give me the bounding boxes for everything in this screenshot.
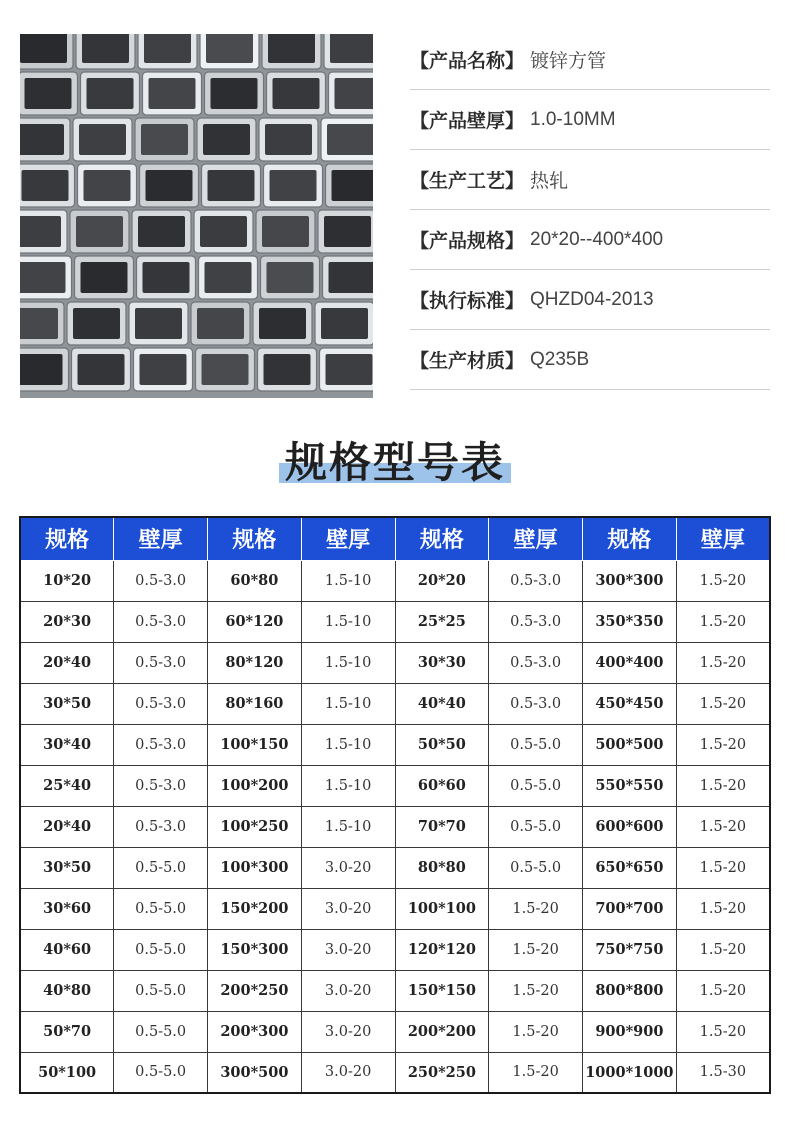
wall-thickness-cell: 1.5-10 (301, 724, 395, 765)
wall-thickness-cell: 1.5-10 (301, 642, 395, 683)
size-cell: 80*160 (208, 683, 302, 724)
size-cell: 600*600 (583, 806, 677, 847)
wall-thickness-cell: 0.5-3.0 (114, 765, 208, 806)
wall-thickness-cell: 0.5-5.0 (114, 847, 208, 888)
wall-thickness-cell: 1.5-20 (676, 929, 770, 970)
table-title-text: 规格型号表 (284, 438, 505, 487)
size-cell: 150*150 (395, 970, 489, 1011)
tube-hole (87, 78, 134, 109)
spec-value: 镀锌方管 (530, 50, 607, 72)
header-size: 规格 (583, 517, 677, 560)
header-wall-thickness: 壁厚 (301, 517, 395, 560)
tube-hole (321, 308, 368, 339)
table-body (20, 560, 770, 1093)
size-cell: 30*30 (395, 642, 489, 683)
spec-row-material (410, 330, 770, 390)
tube-hole (200, 216, 247, 247)
spec-value: 20*20--400*400 (530, 228, 664, 250)
wall-thickness-cell: 1.5-20 (489, 1052, 583, 1093)
tube-hole (330, 34, 373, 63)
tube-hole (329, 262, 374, 293)
size-cell: 900*900 (583, 1011, 677, 1052)
wall-thickness-cell: 0.5-3.0 (489, 642, 583, 683)
wall-thickness-cell: 1.5-20 (676, 970, 770, 1011)
wall-thickness-cell: 0.5-3.0 (489, 683, 583, 724)
tube-hole (84, 170, 131, 201)
size-cell: 750*750 (583, 929, 677, 970)
wall-thickness-cell: 1.5-20 (489, 970, 583, 1011)
wall-thickness-cell: 1.5-20 (676, 765, 770, 806)
table-title (281, 430, 509, 490)
tube-hole (205, 262, 252, 293)
tube-hole (20, 262, 66, 293)
wall-thickness-cell: 0.5-5.0 (489, 806, 583, 847)
wall-thickness-cell: 3.0-20 (301, 847, 395, 888)
wall-thickness-cell: 0.5-5.0 (114, 929, 208, 970)
wall-thickness-cell: 0.5-3.0 (489, 601, 583, 642)
size-cell: 450*450 (583, 683, 677, 724)
size-cell: 60*80 (208, 560, 302, 601)
tube-hole (135, 308, 182, 339)
size-cell: 100*300 (208, 847, 302, 888)
tube-hole (20, 308, 58, 339)
size-cell: 200*300 (208, 1011, 302, 1052)
wall-thickness-cell: 1.5-10 (301, 806, 395, 847)
wall-thickness-cell: 0.5-3.0 (114, 642, 208, 683)
tube-hole (25, 78, 72, 109)
tube-hole (197, 308, 244, 339)
tube-hole (202, 354, 249, 385)
tube-hole (327, 124, 373, 155)
size-cell: 30*40 (20, 724, 114, 765)
spec-table-container (19, 516, 771, 1094)
size-cell: 50*100 (20, 1052, 114, 1093)
size-cell: 200*250 (208, 970, 302, 1011)
size-cell: 500*500 (583, 724, 677, 765)
tube-hole (264, 354, 311, 385)
table-row (20, 1052, 770, 1093)
size-cell: 200*200 (395, 1011, 489, 1052)
size-cell: 350*350 (583, 601, 677, 642)
spec-value: Q235B (530, 348, 590, 370)
size-cell: 60*60 (395, 765, 489, 806)
wall-thickness-cell: 0.5-3.0 (489, 560, 583, 601)
wall-thickness-cell: 3.0-20 (301, 929, 395, 970)
wall-thickness-cell: 1.5-20 (489, 929, 583, 970)
tube-hole (203, 124, 250, 155)
table-row (20, 929, 770, 970)
wall-thickness-cell: 3.0-20 (301, 1011, 395, 1052)
size-cell: 20*40 (20, 806, 114, 847)
spec-value: 热轧 (530, 170, 569, 192)
table-row (20, 847, 770, 888)
size-cell: 40*60 (20, 929, 114, 970)
wall-thickness-cell: 0.5-5.0 (114, 888, 208, 929)
wall-thickness-cell: 3.0-20 (301, 888, 395, 929)
tube-hole (81, 262, 128, 293)
size-cell: 30*60 (20, 888, 114, 929)
wall-thickness-cell: 1.5-20 (676, 560, 770, 601)
size-cell: 300*300 (583, 560, 677, 601)
wall-thickness-cell: 0.5-5.0 (114, 970, 208, 1011)
spec-table (19, 516, 771, 1094)
size-cell: 1000*1000 (583, 1052, 677, 1093)
tube-hole (259, 308, 306, 339)
spec-row-size (410, 210, 770, 270)
wall-thickness-cell: 0.5-3.0 (114, 601, 208, 642)
tube-hole (20, 34, 67, 63)
size-cell: 30*50 (20, 683, 114, 724)
tube-hole (267, 262, 314, 293)
tube-hole (20, 124, 64, 155)
tube-hole (335, 78, 374, 109)
tube-hole (22, 170, 69, 201)
tube-hole (262, 216, 309, 247)
tube-hole (20, 216, 61, 247)
size-cell: 30*50 (20, 847, 114, 888)
tube-hole (211, 78, 258, 109)
table-row (20, 683, 770, 724)
wall-thickness-cell: 0.5-5.0 (489, 847, 583, 888)
tube-hole (268, 34, 315, 63)
tube-hole (73, 308, 120, 339)
table-title-section (0, 430, 790, 490)
header-wall-thickness: 壁厚 (676, 517, 770, 560)
wall-thickness-cell: 1.5-20 (676, 888, 770, 929)
tube-hole (265, 124, 312, 155)
size-cell: 150*200 (208, 888, 302, 929)
table-row (20, 970, 770, 1011)
size-cell: 80*120 (208, 642, 302, 683)
spec-row-name (410, 30, 770, 90)
tube-hole (324, 216, 371, 247)
wall-thickness-cell: 1.5-20 (489, 888, 583, 929)
tube-hole (138, 216, 185, 247)
table-header-row (20, 517, 770, 560)
size-cell: 10*20 (20, 560, 114, 601)
wall-thickness-cell: 0.5-3.0 (114, 683, 208, 724)
spec-key: 【生产材质】 (410, 350, 525, 372)
wall-thickness-cell: 0.5-3.0 (114, 560, 208, 601)
header-wall-thickness: 壁厚 (114, 517, 208, 560)
tube-hole (79, 124, 126, 155)
spec-value: 1.0-10MM (530, 108, 616, 130)
header-size: 规格 (20, 517, 114, 560)
tube-hole (76, 216, 123, 247)
wall-thickness-cell: 1.5-20 (676, 724, 770, 765)
tube-hole (208, 170, 255, 201)
size-cell: 70*70 (395, 806, 489, 847)
square-tubes-image (20, 34, 373, 398)
header-size: 规格 (208, 517, 302, 560)
tube-hole (273, 78, 320, 109)
product-photo (20, 34, 373, 398)
wall-thickness-cell: 1.5-20 (676, 601, 770, 642)
header-wall-thickness: 壁厚 (489, 517, 583, 560)
wall-thickness-cell: 3.0-20 (301, 970, 395, 1011)
size-cell: 25*25 (395, 601, 489, 642)
tube-hole (332, 170, 374, 201)
wall-thickness-cell: 1.5-20 (676, 806, 770, 847)
tube-hole (143, 262, 190, 293)
tube-hole (20, 354, 63, 385)
tube-hole (141, 124, 188, 155)
size-cell: 100*100 (395, 888, 489, 929)
wall-thickness-cell: 0.5-3.0 (114, 724, 208, 765)
wall-thickness-cell: 1.5-20 (676, 642, 770, 683)
size-cell: 20*20 (395, 560, 489, 601)
size-cell: 250*250 (395, 1052, 489, 1093)
wall-thickness-cell: 1.5-20 (676, 847, 770, 888)
spec-row-wall-thickness (410, 90, 770, 150)
size-cell: 650*650 (583, 847, 677, 888)
table-row (20, 642, 770, 683)
spec-key: 【产品壁厚】 (410, 110, 525, 132)
size-cell: 150*300 (208, 929, 302, 970)
wall-thickness-cell: 1.5-10 (301, 683, 395, 724)
wall-thickness-cell: 1.5-30 (676, 1052, 770, 1093)
wall-thickness-cell: 1.5-10 (301, 560, 395, 601)
table-row (20, 806, 770, 847)
spec-key: 【产品名称】 (410, 50, 525, 72)
size-cell: 700*700 (583, 888, 677, 929)
size-cell: 120*120 (395, 929, 489, 970)
table-row (20, 601, 770, 642)
tube-hole (82, 34, 129, 63)
wall-thickness-cell: 1.5-20 (676, 683, 770, 724)
tube-hole (206, 34, 253, 63)
size-cell: 50*70 (20, 1011, 114, 1052)
table-row (20, 888, 770, 929)
spec-list (410, 30, 770, 390)
size-cell: 40*80 (20, 970, 114, 1011)
table-row (20, 765, 770, 806)
table-row (20, 724, 770, 765)
spec-row-process (410, 150, 770, 210)
spec-key: 【生产工艺】 (410, 170, 525, 192)
spec-value: QHZD04-2013 (530, 288, 654, 310)
tube-hole (78, 354, 125, 385)
tube-hole (140, 354, 187, 385)
wall-thickness-cell: 1.5-10 (301, 765, 395, 806)
wall-thickness-cell: 1.5-10 (301, 601, 395, 642)
size-cell: 550*550 (583, 765, 677, 806)
header-size: 规格 (395, 517, 489, 560)
tube-hole (146, 170, 193, 201)
size-cell: 50*50 (395, 724, 489, 765)
size-cell: 25*40 (20, 765, 114, 806)
size-cell: 80*80 (395, 847, 489, 888)
tube-hole (149, 78, 196, 109)
wall-thickness-cell: 0.5-5.0 (489, 724, 583, 765)
size-cell: 300*500 (208, 1052, 302, 1093)
wall-thickness-cell: 0.5-5.0 (489, 765, 583, 806)
size-cell: 20*40 (20, 642, 114, 683)
spec-key: 【执行标准】 (410, 290, 525, 312)
tube-hole (270, 170, 317, 201)
spec-key: 【产品规格】 (410, 230, 525, 252)
size-cell: 400*400 (583, 642, 677, 683)
table-row (20, 560, 770, 601)
size-cell: 100*200 (208, 765, 302, 806)
wall-thickness-cell: 3.0-20 (301, 1052, 395, 1093)
wall-thickness-cell: 0.5-3.0 (114, 806, 208, 847)
size-cell: 60*120 (208, 601, 302, 642)
wall-thickness-cell: 0.5-5.0 (114, 1052, 208, 1093)
tube-hole (326, 354, 373, 385)
size-cell: 100*150 (208, 724, 302, 765)
tube-hole (144, 34, 191, 63)
wall-thickness-cell: 1.5-20 (676, 1011, 770, 1052)
size-cell: 800*800 (583, 970, 677, 1011)
wall-thickness-cell: 1.5-20 (489, 1011, 583, 1052)
wall-thickness-cell: 0.5-5.0 (114, 1011, 208, 1052)
size-cell: 40*40 (395, 683, 489, 724)
spec-row-standard (410, 270, 770, 330)
size-cell: 20*30 (20, 601, 114, 642)
table-row (20, 1011, 770, 1052)
size-cell: 100*250 (208, 806, 302, 847)
